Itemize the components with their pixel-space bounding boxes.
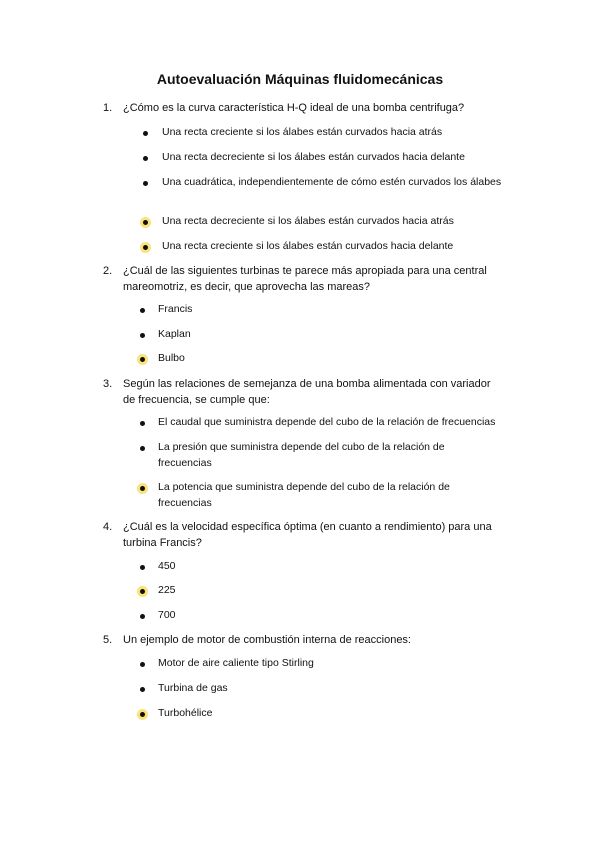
answer-option: Motor de aire caliente tipo Stirling — [158, 657, 314, 669]
bullet-icon — [140, 308, 145, 313]
question-text: Según las relaciones de semejanza de una bomba alimentada con variador de frecuencia, se cumple que: — [123, 378, 491, 406]
answer-option: Una recta creciente si los álabes están curvados hacia atrás — [162, 126, 443, 138]
selected-bullet-icon — [143, 245, 148, 250]
bullet-icon — [143, 156, 148, 161]
answer-option-selected: 225 — [158, 584, 176, 596]
question-text: Un ejemplo de motor de combustión interna de reacciones: — [123, 634, 411, 646]
bullet-icon — [140, 565, 145, 570]
answer-option-selected: La potencia que suministra depende del cubo de la relación de frecuencias — [158, 481, 450, 509]
bullet-icon — [140, 614, 145, 619]
answer-option-selected: Una recta creciente si los álabes están curvados hacia delante — [162, 240, 454, 252]
answer-option: Francis — [158, 303, 193, 315]
answer-option: Turbina de gas — [158, 682, 228, 694]
answer-option: El caudal que suministra depende del cubo de la relación de frecuencias — [158, 416, 496, 428]
answer-option: Una cuadrática, independientemente de cómo estén curvados los álabes — [162, 176, 502, 188]
answer-option: 450 — [158, 560, 176, 572]
bullet-icon — [140, 662, 145, 667]
selected-bullet-icon — [140, 486, 145, 491]
answer-option: Una recta decreciente si los álabes están curvados hacia delante — [162, 151, 465, 163]
question-number: 2. — [103, 265, 113, 277]
answer-option: 700 — [158, 609, 176, 621]
question-text: ¿Cuál es la velocidad específica óptima (en cuanto a rendimiento) para una turbina Francis? — [123, 521, 492, 549]
question-text: ¿Cuál de las siguientes turbinas te parece más apropiada para una central mareomotriz, es decir, que aprovecha las mareas? — [123, 265, 487, 293]
bullet-icon — [143, 181, 148, 186]
answer-option-selected: Bulbo — [158, 352, 185, 364]
bullet-icon — [143, 131, 148, 136]
question-number: 1. — [103, 102, 113, 114]
bullet-icon — [140, 333, 145, 338]
question-number: 3. — [103, 378, 113, 390]
bullet-icon — [140, 687, 145, 692]
answer-option: La presión que suministra depende del cubo de la relación de frecuencias — [158, 441, 445, 469]
question-number: 4. — [103, 521, 113, 533]
selected-bullet-icon — [143, 220, 148, 225]
bullet-icon — [140, 446, 145, 451]
selected-bullet-icon — [140, 357, 145, 362]
answer-option-selected: Una recta decreciente si los álabes están curvados hacia atrás — [162, 215, 454, 227]
question-number: 5. — [103, 634, 113, 646]
selected-bullet-icon — [140, 589, 145, 594]
question-text: ¿Cómo es la curva característica H-Q ideal de una bomba centrifuga? — [123, 102, 465, 114]
selected-bullet-icon — [140, 712, 145, 717]
document-title: Autoevaluación Máquinas fluidomecánicas — [156, 71, 444, 87]
answer-option-selected: Turbohélice — [158, 707, 213, 719]
bullet-icon — [140, 421, 145, 426]
answer-option: Kaplan — [158, 328, 191, 340]
